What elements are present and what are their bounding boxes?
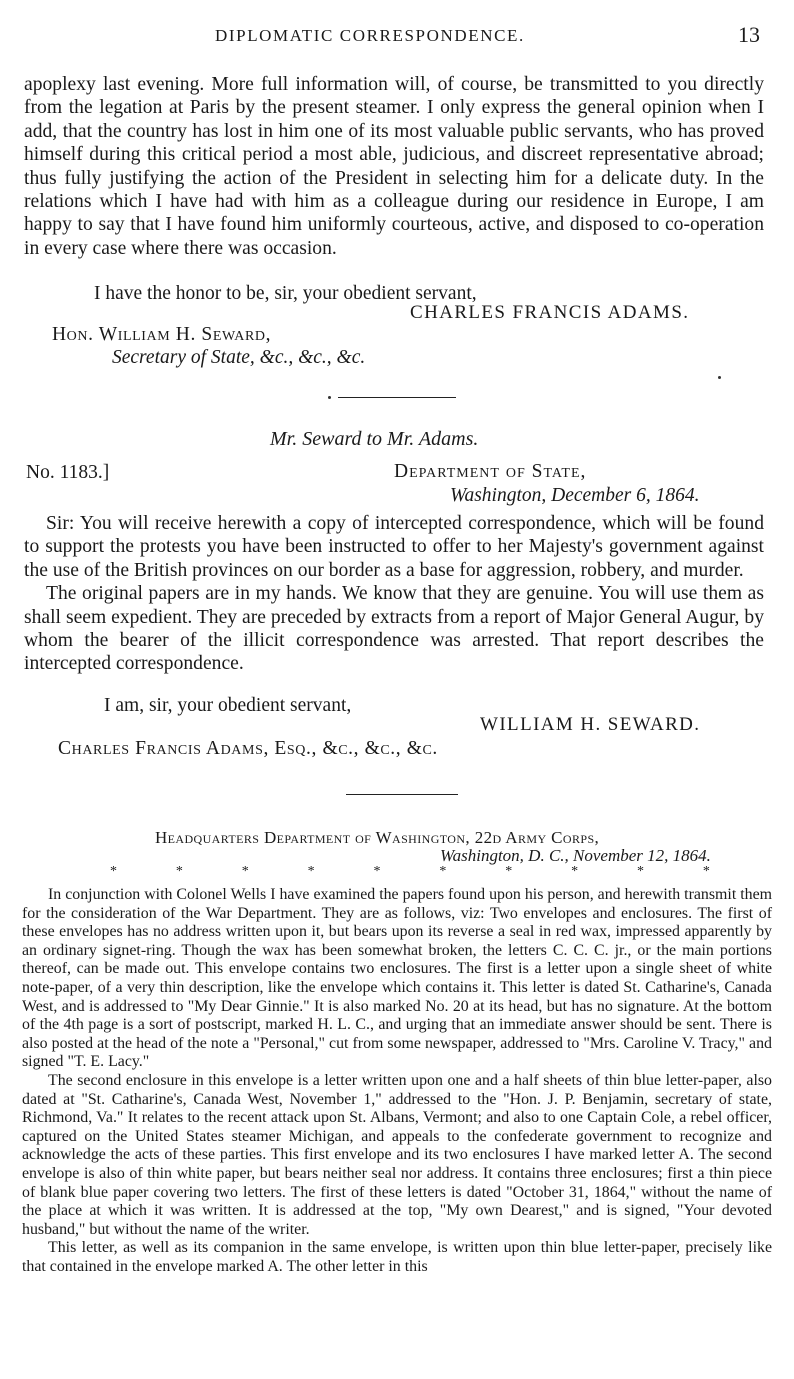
letter2-paragraph-2: The original papers are in my hands. We know that they are genuine. You will use them as shall seem expedient. They are preceded by extracts from a report of Major General Augur, by whom the bearer of the illicit correspondence was arrested. That report describes the intercepted correspondence. bbox=[24, 583, 764, 675]
star: * bbox=[373, 864, 381, 879]
running-title: DIPLOMATIC CORRESPONDENCE. bbox=[215, 26, 525, 45]
letter2-closing: I am, sir, your obedient servant, bbox=[104, 695, 352, 716]
report-body bbox=[22, 886, 772, 1276]
star: * bbox=[110, 864, 117, 879]
star: * bbox=[571, 864, 579, 879]
letter2-heading: Mr. Seward to Mr. Adams. bbox=[270, 428, 479, 450]
report-paragraph-2: The second enclosure in this envelope is a letter written upon one and a half sheets of thin blue letter-paper, also dated at "St. Catharine's, Canada West, November 1," addressed to the "Hon. J. P. Benjamin, secretary of state, Richmond, Va." It relates to the recent attack upon St. Albans, Vermont; and also to one Captain Cole, a rebel officer, captured on the United States steamer Michigan, and appeals to the confederate government to recognize and acknowledge the acts of these parties. This first envelope and its two enclosures I have marked letter A. The second envelope is also of thin white paper, but bears neither seal nor address. It contains three enclosures; first a thin piece of blank blue paper covering two letters. The first of these letters is dated "October 31, 1864," without the name of the place at which it was written. It is addressed at the top, "My own Dearest," and is signed, "Your devoted husband," but without the name of the writer. bbox=[22, 1071, 772, 1238]
section-rule-2 bbox=[346, 794, 458, 795]
star: * bbox=[702, 864, 710, 879]
letter2-department: Department of State, bbox=[394, 461, 587, 482]
letter2-body bbox=[24, 512, 764, 676]
page-number: 13 bbox=[738, 22, 760, 47]
letter1-addressee-title: Secretary of State, &c., &c., &c. bbox=[112, 347, 366, 368]
star: * bbox=[307, 864, 315, 879]
star: * bbox=[505, 864, 513, 879]
letter2-place-date: Washington, December 6, 1864. bbox=[450, 485, 700, 506]
report-paragraph-1: In conjunction with Colonel Wells I have examined the papers found upon his person, and herewith transmit them for the consideration of the War Department. They are as follows, viz: Two envelopes and enclosures. The first of these envelopes has no address written upon it, but bears upon its reverse a seal in red wax, impressed apparently by an ordinary signet-ring. Though the wax has been somewhat broken, the letters C. C. C. jr., or the main portions thereof, can be made out. This envelope contains two enclosures. The first is a letter upon a single sheet of white note-paper, of a very thin description, like the envelope which contains it. This letter is dated St. Catharine's, Canada West, and is addressed to "My Dear Ginnie." It is also marked No. 20 at its head, but has no signature. At the bottom of the 4th page is a sort of postscript, marked H. L. C., and urging that an immediate answer should be sent. There is also posted at the head of the note a "Personal," cut from some newspaper, addressed to "Mrs. Caroline V. Tracy," and signed "T. E. Lacy." bbox=[22, 886, 772, 1071]
star: * bbox=[637, 864, 644, 879]
letter1-closing: I have the honor to be, sir, your obedient servant, bbox=[94, 283, 477, 304]
letter2-addressee: Charles Francis Adams, Esq., &c., &c., &c. bbox=[58, 738, 438, 759]
running-header bbox=[0, 22, 794, 52]
report-place-date: Washington, D. C., November 12, 1864. bbox=[440, 846, 711, 865]
letter1-paragraph: apoplexy last evening. More full information will, of course, be transmitted to you directly from the legation at Paris by the present steamer. I only express the general opinion when I add, that the country has lost in him one of its most valuable public servants, who has proved himself during this critical period a most able, judicious, and discreet representative abroad; thus fully justifying the action of the President in selecting him for a delicate duty. In the relations which I have had with him as a colleague during our residence in Europe, I am happy to say that I have found him uniformly courteous, active, and disposed to co-operation in every case where there was occasion. bbox=[24, 74, 764, 259]
letter2-number: No. 1183.] bbox=[26, 462, 110, 483]
report-heading: Headquarters Department of Washington, 22d Army Corps, bbox=[155, 828, 600, 847]
speck-mark bbox=[718, 376, 721, 379]
letter1-signature: CHARLES FRANCIS ADAMS. bbox=[410, 302, 690, 323]
letter2-paragraph-1: Sir: You will receive herewith a copy of intercepted correspondence, which will be found to support the protests you have been instructed to offer to her Majesty's government against the use of the British provinces on our border as a base for aggression, robbery, and murder. bbox=[24, 513, 764, 581]
star: * bbox=[241, 864, 249, 879]
letter1-addressee-name: Hon. William H. Seward, bbox=[52, 324, 272, 345]
separator-dot bbox=[328, 396, 331, 399]
report-paragraph-3: This letter, as well as its companion in the same envelope, is written upon thin blue letter-paper, precisely like that contained in the envelope marked A. The other letter in this bbox=[22, 1239, 772, 1275]
star: * bbox=[175, 864, 183, 879]
section-rule-1 bbox=[338, 397, 456, 398]
letter2-signature: WILLIAM H. SEWARD. bbox=[480, 714, 701, 735]
letter1-body bbox=[24, 73, 764, 260]
ellipsis-stars bbox=[110, 864, 710, 880]
star: * bbox=[439, 864, 447, 879]
